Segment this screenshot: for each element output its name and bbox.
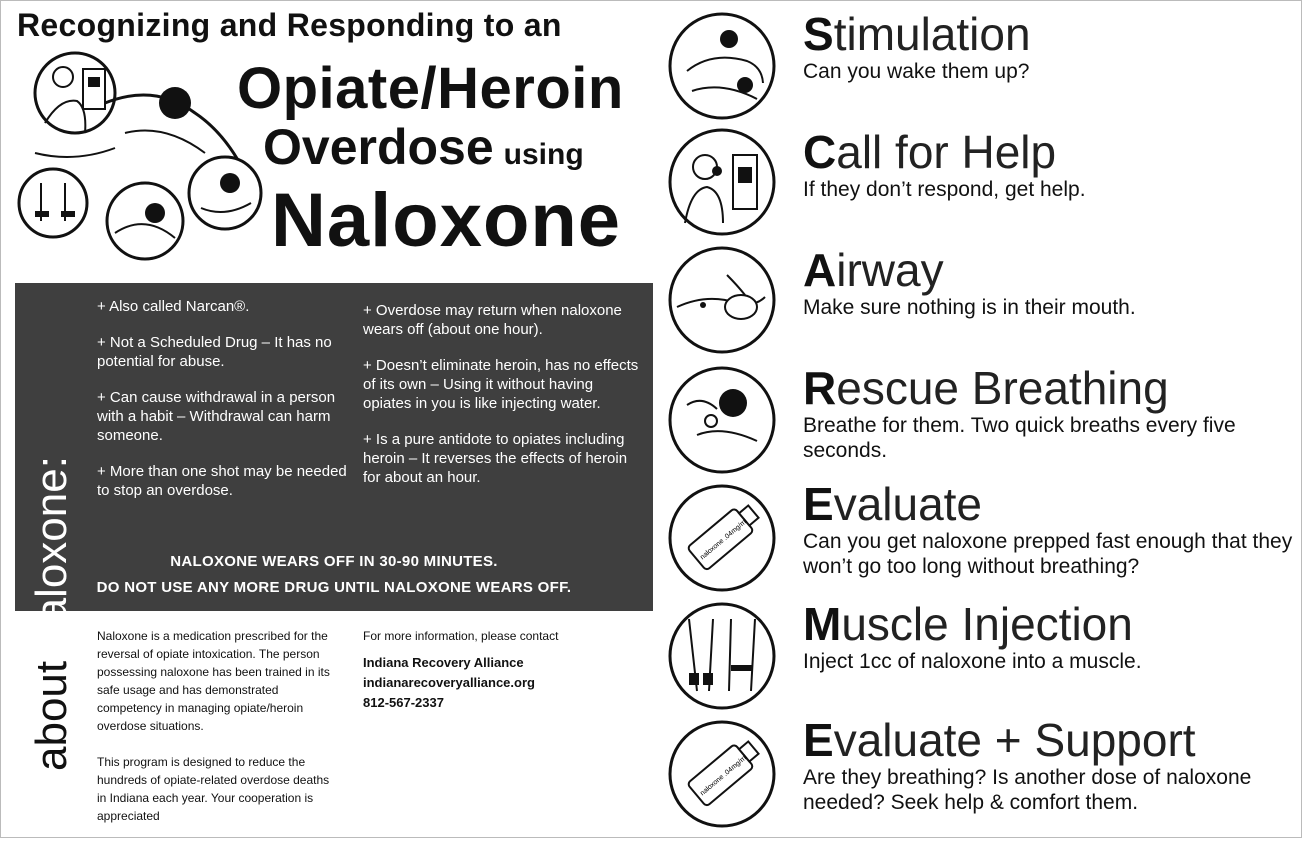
step-stimulation	[803, 9, 1293, 84]
step-evaluate-support	[803, 715, 1293, 815]
step-description: Are they breathing? Is another dose of naloxone needed? Seek help & comfort them.	[803, 766, 1252, 814]
stimulation-icon	[667, 11, 777, 121]
airway-icon	[667, 245, 777, 355]
step-rescue-breathing	[803, 363, 1293, 463]
muscle-injection-icon	[667, 601, 777, 711]
step-evaluate	[803, 479, 1293, 579]
contact-lead: For more information, please contact	[363, 629, 559, 643]
title-line-1: Recognizing and Responding to an	[17, 7, 562, 43]
step-description: Can you get naloxone prepped fast enough that they won’t go too long without breathing?	[803, 530, 1293, 578]
step-title: Muscle Injection	[803, 598, 1133, 650]
title-line-2: Opiate/Heroin	[237, 56, 624, 121]
fact-item: + Not a Scheduled Drug – It has no potential for abuse.	[97, 334, 332, 370]
step-title: Evaluate	[803, 478, 983, 530]
warning-block	[15, 549, 653, 601]
step-title: Airway	[803, 244, 944, 296]
fact-item: + Doesn’t eliminate heroin, has no effects of its own – Using it without having opiates in you is like injecting water.	[363, 357, 639, 412]
side-label-naloxone: naloxone:	[27, 456, 76, 647]
naloxone-vial-icon	[667, 483, 777, 593]
step-title: Call for Help	[803, 126, 1057, 178]
step-description: Inject 1cc of naloxone into a muscle.	[803, 650, 1142, 673]
naloxone-vial-icon	[667, 719, 777, 829]
step-airway	[803, 245, 1293, 320]
contact-website-link[interactable]: indianarecoveryalliance.org	[363, 675, 535, 690]
phone-call-icon	[667, 127, 777, 237]
step-title: Rescue Breathing	[803, 362, 1169, 414]
fact-item: + Overdose may return when naloxone wears off (about one hour).	[363, 302, 622, 338]
info-paragraph: This program is designed to reduce the hundreds of opiate-related overdose deaths in Indiana each year. Your cooperation is appreciated	[97, 755, 330, 823]
warning-wears-off: NALOXONE WEARS OFF IN 30-90 MINUTES.	[170, 553, 498, 570]
info-paragraph: Naloxone is a medication prescribed for the reversal of opiate intoxication. The person possessing naloxone has been trained in its safe usage and has demonstrated competency in managing opiate/heroin overdose situations.	[97, 629, 330, 733]
step-description: Breathe for them. Two quick breaths every five seconds.	[803, 414, 1236, 462]
step-description: Make sure nothing is in their mouth.	[803, 296, 1136, 319]
title-line-3	[263, 118, 584, 176]
title-line-4: Naloxone	[271, 178, 622, 263]
title-using: using	[503, 138, 584, 171]
facts-right-column	[363, 301, 645, 504]
step-call-for-help	[803, 127, 1293, 202]
fact-item: + Can cause withdrawal in a person with a habit – Withdrawal can harm someone.	[97, 389, 336, 444]
step-title: Stimulation	[803, 8, 1031, 60]
step-description: If they don’t respond, get help.	[803, 178, 1086, 201]
fact-item: + Is a pure antidote to opiates including heroin – It reverses the effects of heroin for about an hour.	[363, 431, 628, 486]
contact-org: Indiana Recovery Alliance	[363, 655, 524, 670]
fact-item: + Also called Narcan®.	[97, 298, 250, 315]
step-description: Can you wake them up?	[803, 60, 1030, 83]
rescue-breathing-icon	[667, 365, 777, 475]
vial-label: naloxone .04mg/ml	[699, 753, 749, 798]
about-naloxone-side-label	[27, 331, 77, 771]
vial-label: naloxone .04mg/ml	[699, 517, 749, 562]
overdose-illustration-icon	[15, 43, 267, 265]
facts-left-column	[97, 297, 349, 517]
step-muscle-injection	[803, 599, 1293, 674]
warning-no-more-drug: DO NOT USE ANY MORE DRUG UNTIL NALOXONE WEARS OFF.	[96, 579, 572, 596]
program-info	[97, 627, 341, 843]
title-overdose: Overdose	[263, 119, 494, 175]
fact-item: + More than one shot may be needed to stop an overdose.	[97, 463, 347, 499]
contact-info	[363, 627, 643, 713]
contact-phone[interactable]: 812-567-2337	[363, 695, 444, 710]
side-label-about: about	[27, 660, 76, 771]
step-title: Evaluate + Support	[803, 714, 1196, 766]
about-naloxone-panel	[15, 283, 653, 611]
